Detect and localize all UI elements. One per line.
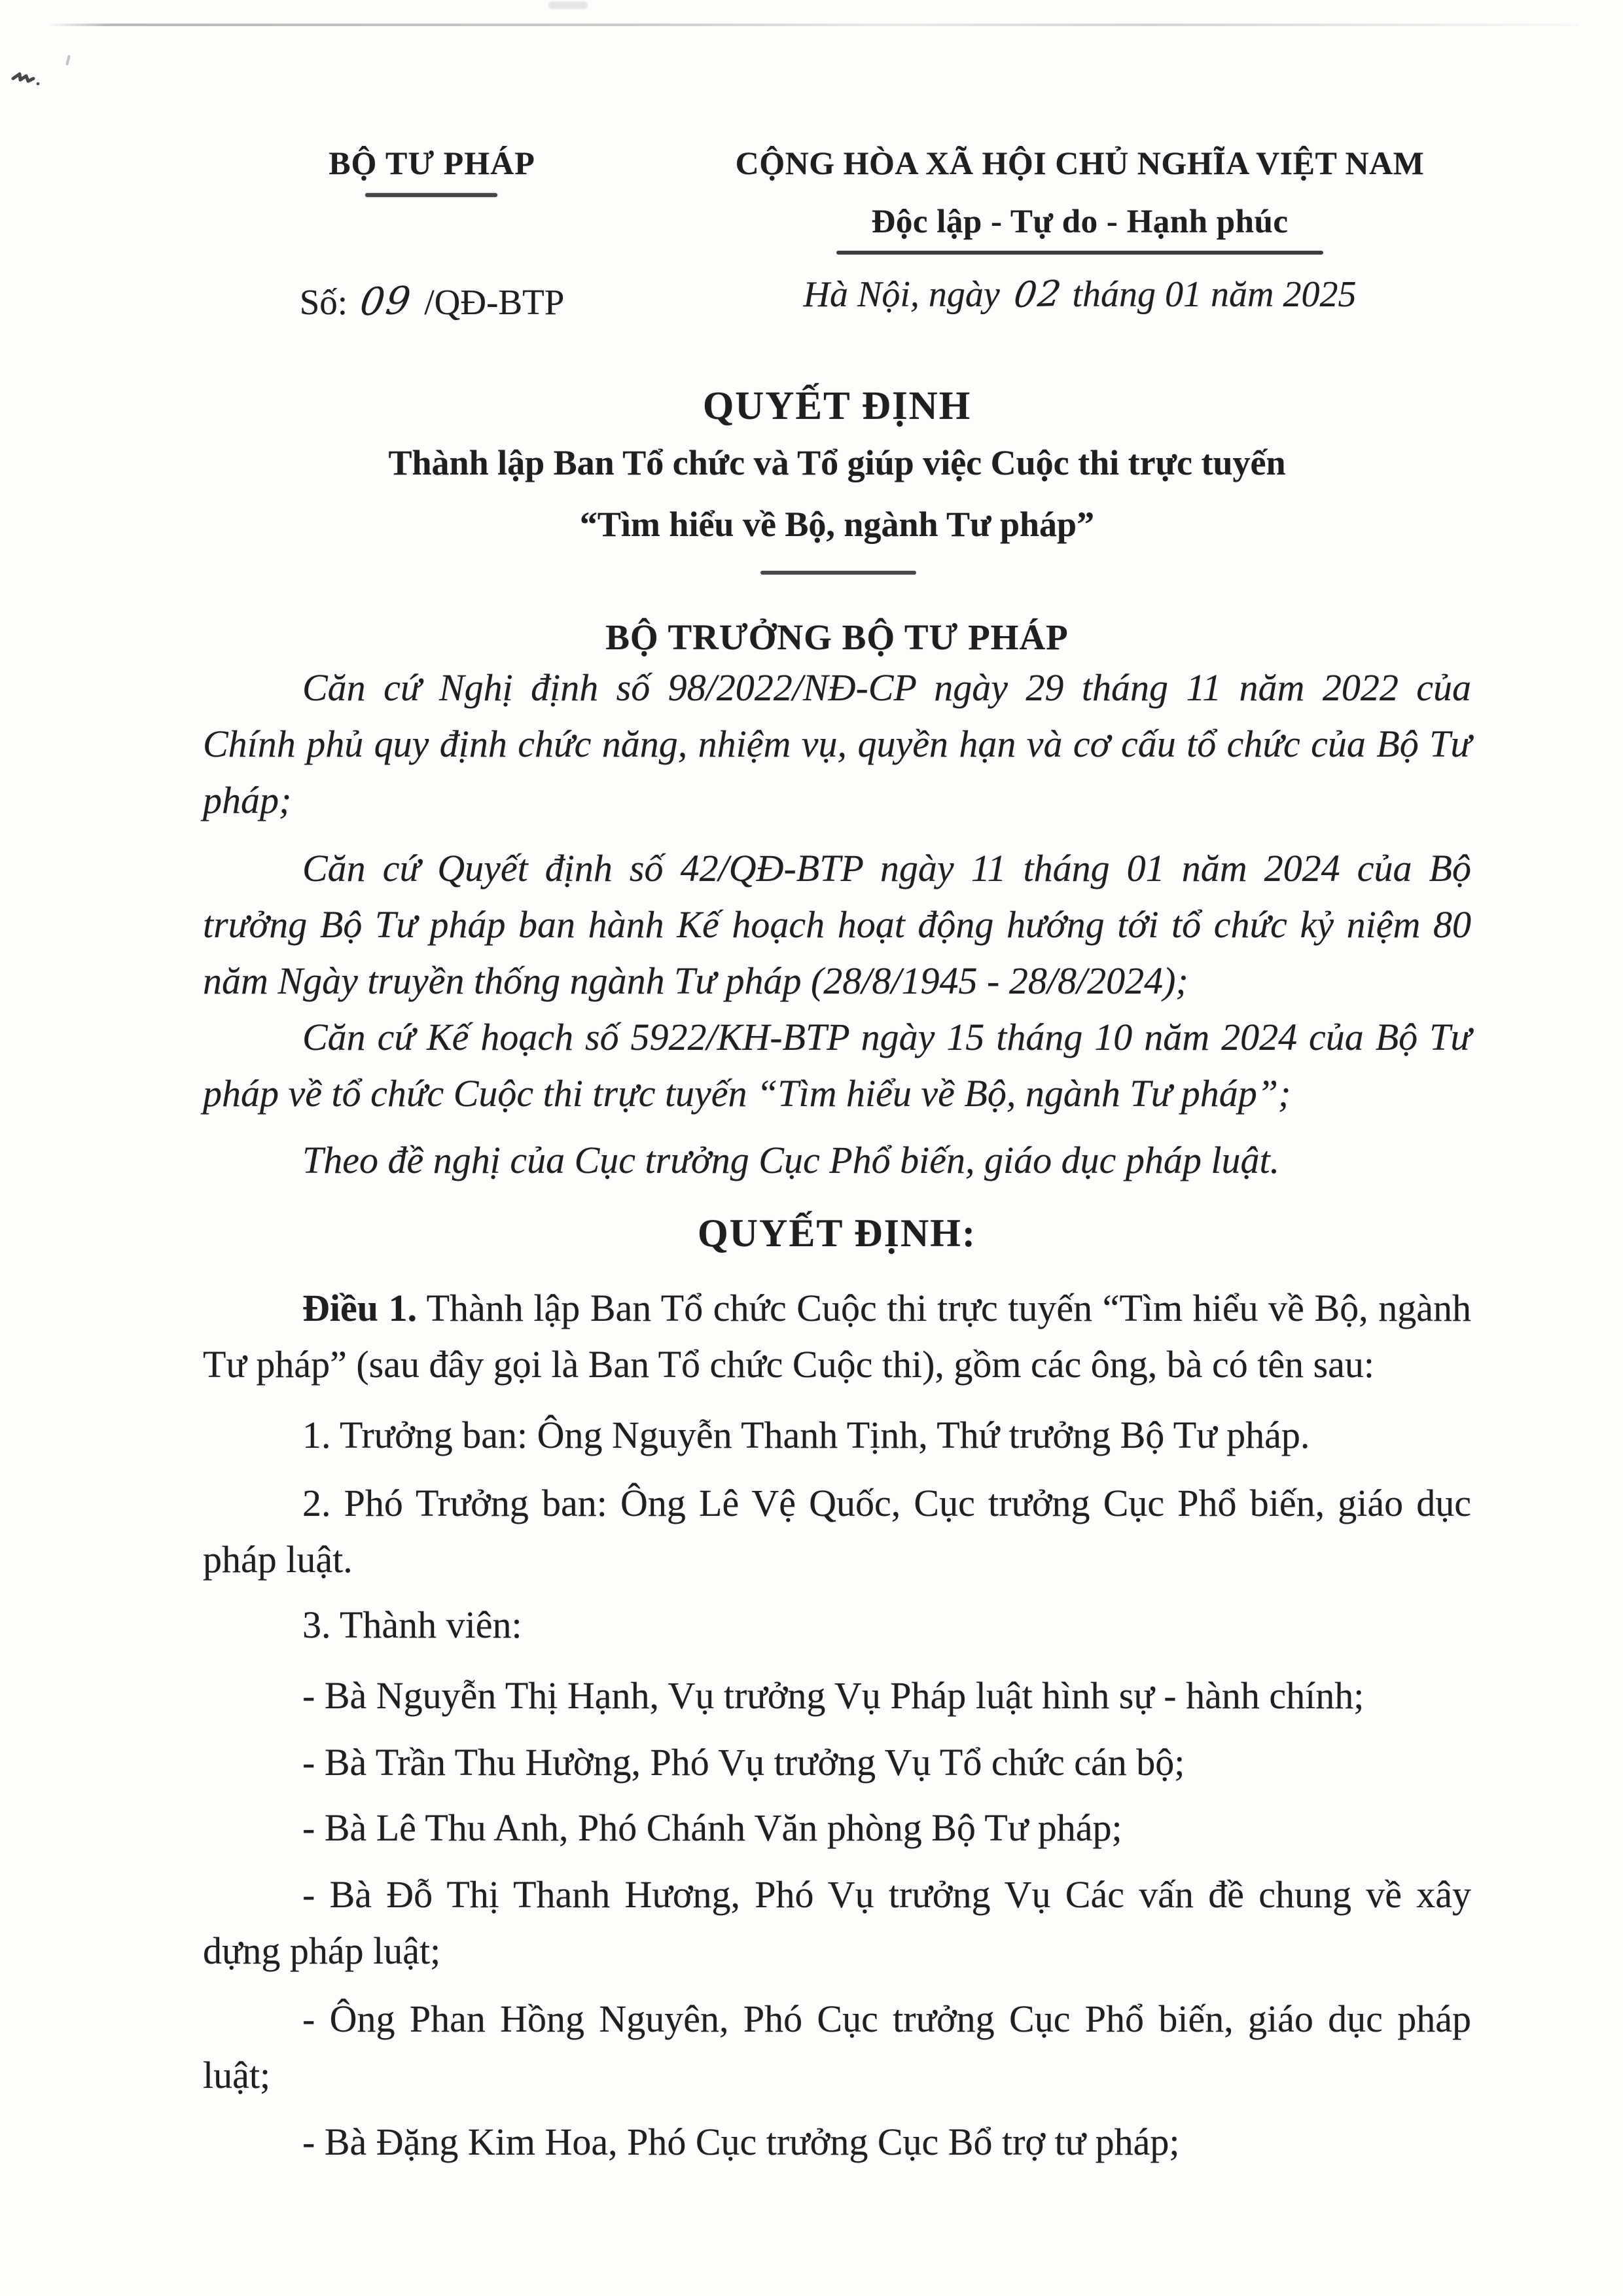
list-item: 2. Phó Trưởng ban: Ông Lê Vệ Quốc, Cục trưởng Cục Phổ biến, giáo dục pháp luật.: [203, 1482, 1471, 1581]
list-item: - Bà Lê Thu Anh, Phó Chánh Văn phòng Bộ Tư pháp;: [302, 1806, 1122, 1849]
list-item: 3. Thành viên:: [302, 1604, 522, 1646]
decision-title: QUYẾT ĐỊNH: [702, 384, 972, 428]
pen-squiggle-icon: [10, 67, 47, 96]
decides-heading: QUYẾT ĐỊNH:: [698, 1211, 976, 1255]
document-number: [262, 279, 602, 323]
decision-subtitle-line1: Thành lập Ban Tổ chức và Tổ giúp việc Cuộc thi trực tuyến: [388, 443, 1286, 482]
agency-underline: [365, 193, 497, 197]
preamble-paragraph: Căn cứ Quyết định số 42/QĐ-BTP ngày 11 tháng 01 năm 2024 của Bộ trưởng Bộ Tư pháp ban hành Kế hoạch hoạt động hướng tới tổ chức kỷ niệm 80 năm Ngày truyền thống ngành Tư pháp (28/8/1945 - 28/8/2024);: [203, 847, 1471, 1002]
list-item: - Bà Trần Thu Hường, Phó Vụ trưởng Vụ Tổ chức cán bộ;: [302, 1741, 1185, 1784]
article-1-paragraph: [203, 1280, 1471, 1393]
title-divider-line: [760, 571, 916, 575]
document-body: [203, 660, 1471, 2170]
document-number-handwritten: 09: [357, 278, 415, 325]
national-title: CỘNG HÒA XÃ HỘI CHỦ NGHĨA VIỆT NAM: [735, 145, 1425, 181]
pen-tick-mark: [65, 55, 71, 65]
article-1-label: Điều 1.: [302, 1287, 418, 1329]
decision-subtitle-line2: “Tìm hiểu về Bộ, ngành Tư pháp”: [579, 505, 1095, 544]
article-1-text: Thành lập Ban Tổ chức Cuộc thi trực tuyến “Tìm hiểu về Bộ, ngành Tư pháp” (sau đây gọi là Ban Tổ chức Cuộc thi), gồm các ông, bà có tên sau:: [203, 1287, 1472, 1386]
document-number-label: Số:: [299, 282, 348, 322]
date-suffix: tháng 01 năm 2025: [1072, 274, 1357, 315]
motto-underline: [836, 251, 1323, 255]
date-prefix: Hà Nội, ngày: [803, 274, 1000, 315]
preamble-paragraph: Căn cứ Nghị định số 98/2022/NĐ-CP ngày 29 tháng 11 năm 2022 của Chính phủ quy định chức năng, nhiệm vụ, quyền hạn và cơ cấu tổ chức của Bộ Tư pháp;: [203, 666, 1471, 821]
preamble-paragraph: Căn cứ Kế hoạch số 5922/KH-BTP ngày 15 tháng 10 năm 2024 của Bộ Tư pháp về tổ chức Cuộc thi trực tuyến “Tìm hiểu về Bộ, ngành Tư pháp”;: [203, 1016, 1471, 1115]
list-item: - Bà Đỗ Thị Thanh Hương, Phó Vụ trưởng Vụ Các vấn đề chung về xây dựng pháp luật;: [203, 1873, 1471, 1972]
list-item: - Bà Đặng Kim Hoa, Phó Cục trưởng Cục Bổ trợ tư pháp;: [302, 2121, 1180, 2163]
list-item: - Bà Nguyễn Thị Hạnh, Vụ trưởng Vụ Pháp luật hình sự - hành chính;: [302, 1674, 1364, 1717]
issuing-agency-name: BỘ TƯ PHÁP: [329, 145, 535, 181]
list-item: - Ông Phan Hồng Nguyên, Phó Cục trưởng Cục Phổ biến, giáo dục pháp luật;: [203, 1998, 1471, 2096]
scanner-artifact-line: [47, 24, 1578, 26]
place-and-date: [668, 274, 1492, 315]
preamble-paragraph: Theo đề nghị của Cục trưởng Cục Phổ biến, giáo dục pháp luật.: [302, 1139, 1280, 1181]
national-motto: Độc lập - Tự do - Hạnh phúc: [871, 204, 1289, 240]
date-day-handwritten: 02: [1011, 272, 1065, 316]
list-item: 1. Trưởng ban: Ông Nguyễn Thanh Tịnh, Thứ trưởng Bộ Tư pháp.: [302, 1414, 1310, 1456]
scanner-smudge: [548, 1, 588, 9]
document-number-suffix: /QĐ-BTP: [424, 282, 565, 322]
issuer-heading: BỘ TRƯỞNG BỘ TƯ PHÁP: [605, 617, 1069, 657]
